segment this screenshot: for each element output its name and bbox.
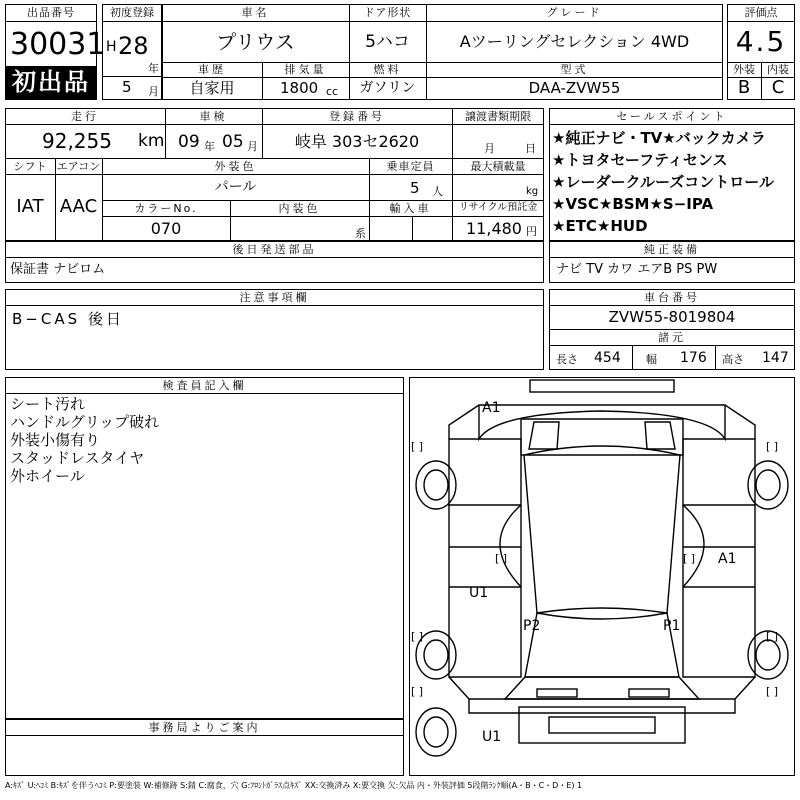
damage-legend: A:ｷｽﾞ U:ﾍｺﾐ B:ｷｽﾞを伴うﾍｺﾐ P:要塗装 W:補修跡 S:錆 C:腐食、穴 G:ﾌﾛﾝﾄｶﾞﾗｽ点ｷｽﾞ XX:交換済み X:要交換 欠:欠品 内・外装評価 5段階ﾗﾝｸ順(A・B・C・D・E) 1: [5, 781, 583, 790]
interior-grade: C: [771, 77, 785, 98]
model-label: 型式: [560, 63, 589, 76]
color-label: 外装色: [214, 160, 257, 173]
mark-p2: P2: [523, 618, 541, 634]
insp-year-unit: 年: [204, 140, 215, 153]
transfer-label: 譲渡書類期限: [465, 110, 531, 123]
door-label: ドア形状: [363, 6, 412, 19]
bracket-mark: [ ]: [766, 630, 779, 643]
mileage-value: 92,255: [42, 129, 112, 153]
length-label: 長さ: [556, 353, 578, 366]
interior-label: 内装: [767, 63, 789, 76]
intcolor-label: 内装色: [278, 202, 321, 215]
inspector-line: スタッドレスタイヤ: [10, 449, 145, 467]
mark-right-mid: A1: [718, 551, 737, 567]
bracket-mark: [ ]: [683, 552, 696, 565]
score-label: 評価点: [744, 6, 778, 19]
spare-tire: [416, 708, 456, 756]
bracket-mark: [ ]: [766, 685, 779, 698]
displacement-unit: cc: [326, 85, 339, 98]
sales-points-label: セールスポイント: [616, 110, 728, 123]
fuel-value: ガソリン: [359, 80, 416, 96]
insp-month-unit: 月: [247, 140, 258, 153]
first-reg-label: 初度登録: [110, 6, 154, 19]
transfer-month-unit: 月: [484, 142, 495, 155]
height-label: 高さ: [722, 353, 744, 366]
car-damage-diagram: [409, 377, 795, 776]
sales-point-item: ★トヨタセーフティセンス: [552, 151, 728, 169]
recycle-unit: 円: [526, 225, 537, 238]
capacity-label: 乗車定員: [386, 160, 435, 173]
reg-month: 5: [122, 78, 132, 96]
grade-value: Aツーリングセレクション 4WD: [459, 32, 690, 51]
inspector-label: 検査員記入欄: [162, 379, 247, 392]
colorno-label: カラーNo.: [134, 202, 198, 215]
width-label: 幅: [646, 353, 657, 366]
length-value: 454: [594, 350, 621, 366]
plate-label: 登録番号: [329, 110, 385, 123]
mileage-label: 走行: [71, 110, 99, 123]
ac-label: エアコン: [56, 160, 101, 173]
reg-month-unit: 月: [148, 85, 159, 98]
front-bumper-outline: [530, 380, 674, 392]
bracket-mark: [ ]: [411, 630, 424, 643]
bracket-mark: [ ]: [495, 552, 508, 565]
sales-point-item: ★VSC★BSM★S−IPA: [552, 195, 714, 213]
reg-era: H: [106, 39, 117, 55]
sales-point-item: ★ETC★HUD: [552, 217, 648, 235]
front-left-tire: [416, 461, 456, 509]
equipment-text: ナビ TV カワ エアB PS PW: [556, 262, 718, 277]
cabin: [524, 446, 680, 619]
later-parts-text: 保証書 ナビロム: [10, 262, 106, 277]
vehicle-name: プリウス: [216, 30, 295, 54]
door-type: 5ハコ: [365, 32, 410, 52]
notes-label: 注意事項欄: [239, 291, 310, 304]
mark-p1: P1: [663, 618, 681, 634]
lot-label: 出品番号: [27, 6, 75, 19]
sales-point-item: ★レーダークルーズコントロール: [552, 173, 774, 191]
name-label: 車名: [241, 6, 270, 19]
mark-top-left: A1: [482, 400, 501, 416]
bracket-mark: [ ]: [411, 440, 424, 453]
inspector-line: ハンドルグリップ破れ: [10, 413, 160, 431]
ac-value: AAC: [59, 196, 98, 217]
chassis-label: 車台番号: [644, 291, 700, 304]
intcolor-unit: 系: [355, 227, 366, 240]
shift-value: IAT: [16, 196, 44, 217]
insp-month: 05: [222, 132, 244, 152]
import-label: 輸入車: [389, 202, 432, 215]
later-parts-label: 後日発送部品: [232, 243, 317, 256]
load-unit: kg: [526, 186, 539, 197]
office-label: 事務局よりご案内: [148, 721, 261, 734]
grade-label: グレード: [546, 6, 603, 19]
model-value: DAA-ZVW55: [528, 79, 621, 97]
inspector-line: シート汚れ: [10, 395, 86, 413]
inspection-label: 車検: [199, 110, 228, 123]
insp-year: 09: [178, 132, 200, 152]
sales-point-item: ★純正ナビ・TV★バックカメラ: [552, 129, 766, 147]
first-listing-badge: 初出品: [6, 66, 96, 99]
inspector-line: 外ホイール: [10, 467, 85, 485]
height-value: 147: [762, 350, 789, 366]
notes-text: B−CAS 後日: [12, 310, 124, 328]
dims-label: 諸元: [658, 331, 686, 344]
equipment-label: 純正装備: [644, 243, 700, 256]
hood-top: [479, 405, 725, 439]
inspector-line: 外装小傷有り: [10, 431, 101, 449]
color-value: パール: [214, 179, 257, 195]
history-label: 車歴: [198, 63, 226, 76]
recycle-value: 11,480: [466, 219, 522, 238]
shift-label: シフト: [13, 160, 47, 173]
trunk: [505, 677, 699, 699]
recycle-label: リサイクル預託金: [458, 202, 538, 213]
capacity-value: 5: [410, 179, 420, 197]
chassis-number: ZVW55-8019804: [608, 308, 736, 326]
bracket-mark: [ ]: [411, 685, 424, 698]
bracket-mark: [ ]: [766, 440, 779, 453]
mark-bottom: U1: [482, 729, 502, 745]
front-right-tire: [748, 461, 788, 509]
history-value: 自家用: [189, 79, 235, 97]
reg-year: 28: [118, 32, 149, 60]
capacity-unit: 人: [432, 185, 443, 198]
width-value: 176: [680, 350, 707, 366]
lot-number: 30031: [10, 27, 106, 62]
transfer-day-unit: 日: [525, 142, 536, 155]
fuel-label: 燃料: [373, 63, 402, 76]
displacement-label: 排気量: [284, 63, 327, 76]
exterior-grade: B: [737, 77, 751, 98]
displacement-value: 1800: [280, 79, 319, 97]
reg-year-unit: 年: [148, 62, 159, 75]
mileage-unit: km: [138, 131, 165, 151]
plate-value: 岐阜 303セ2620: [294, 132, 420, 151]
exterior-label: 外装: [733, 63, 755, 76]
score-value: 4.5: [735, 25, 787, 58]
load-label: 最大積載量: [470, 160, 526, 173]
colorno-value: 070: [150, 219, 182, 238]
mark-left-mid: U1: [469, 585, 489, 601]
